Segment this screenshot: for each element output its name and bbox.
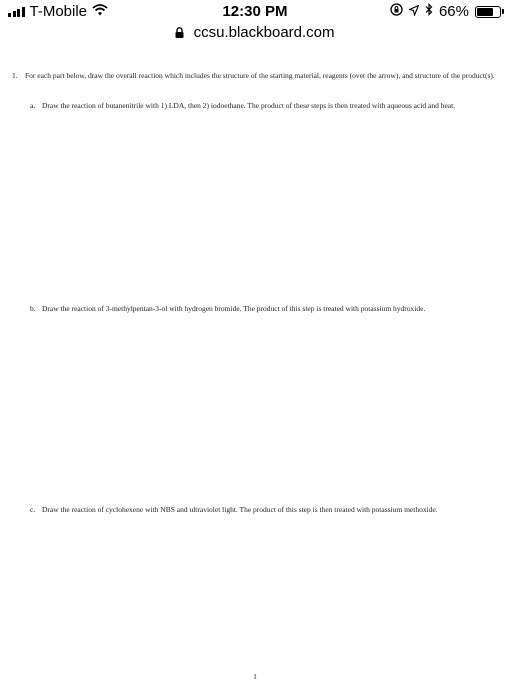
- url-bar[interactable]: [0, 24, 510, 44]
- part-label: a.: [30, 101, 36, 110]
- document-page: [0, 62, 510, 700]
- lock-icon: [175, 25, 184, 42]
- url-domain: ccsu.blackboard.com: [193, 24, 335, 41]
- status-bar: [0, 0, 510, 22]
- part-label: c.: [30, 505, 36, 514]
- question-text: For each part below, draw the overall reaction which includes the structure of the starting material, reagents (over the arrow), and structure of the product(s).: [25, 71, 495, 80]
- rotation-lock-icon: [390, 3, 403, 20]
- part-text: Draw the reaction of butanenitrile with 1) LDA, then 2) iodoethane. The product of these steps is then treated with aqueous acid and heat.: [42, 101, 456, 110]
- battery-icon: [475, 6, 501, 18]
- part-label: b.: [30, 304, 36, 313]
- part-text: Draw the reaction of 3-methylpentan-3-ol with hydrogen bromide. The product of this step is treated with potassium hydroxide.: [42, 304, 426, 313]
- bluetooth-icon: [425, 3, 433, 20]
- clock: 12:30 PM: [222, 3, 288, 20]
- status-right: [390, 3, 504, 20]
- part-text: Draw the reaction of cyclohexene with NBS and ultraviolet light. The product of this step is then treated with potassium methoxide.: [42, 505, 438, 514]
- carrier-label: T-Mobile: [29, 3, 88, 20]
- battery-percent: 66%: [438, 3, 469, 20]
- location-icon: [409, 3, 419, 20]
- question-number: 1.: [12, 71, 18, 80]
- page-number: 1: [253, 672, 257, 681]
